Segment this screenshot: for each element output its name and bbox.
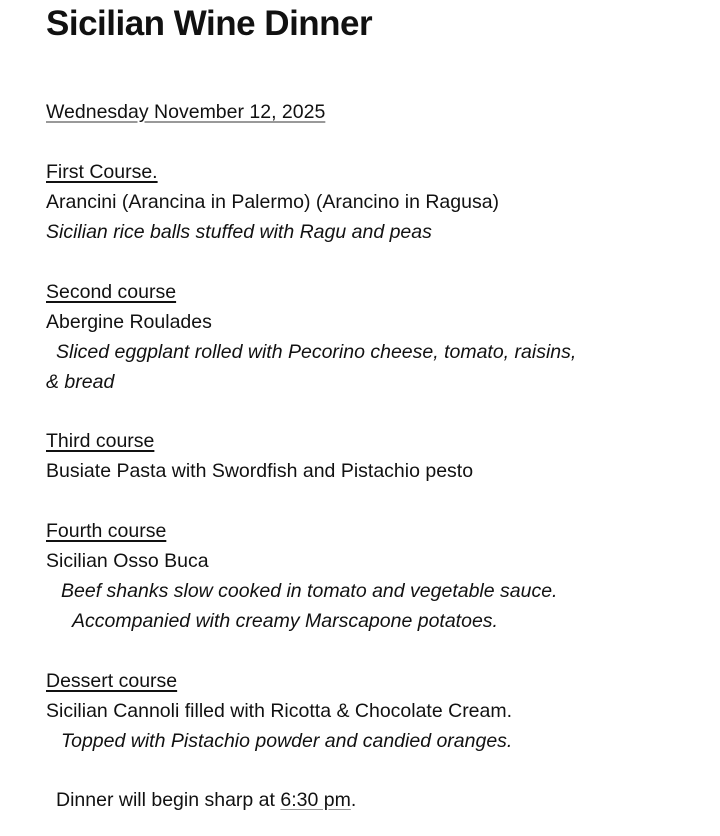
- course-heading-second: Second course: [46, 281, 177, 303]
- course-dish-fourth: Sicilian Osso Buca: [46, 550, 209, 572]
- course-dish-first: Arancini (Arancina in Palermo) (Arancino in Ragusa): [46, 191, 500, 213]
- course-description-second-line2: & bread: [46, 371, 115, 393]
- course-description-first: Sicilian rice balls stuffed with Ragu and peas: [46, 221, 432, 243]
- course-description-dessert: Topped with Pistachio powder and candied oranges.: [61, 730, 513, 752]
- start-time-note: [56, 788, 356, 812]
- course-dish-dessert: Sicilian Cannoli filled with Ricotta & Chocolate Cream.: [46, 700, 513, 722]
- page-title: Sicilian Wine Dinner: [46, 4, 373, 43]
- start-time-prefix: Dinner will begin sharp at: [56, 789, 281, 811]
- start-time: 6:30 pm: [280, 789, 351, 811]
- course-description-fourth-line2: Accompanied with creamy Marscapone potatoes.: [72, 610, 498, 632]
- course-description-fourth-line1: Beef shanks slow cooked in tomato and vegetable sauce.: [61, 580, 558, 602]
- course-description-second-line1: Sliced eggplant rolled with Pecorino cheese, tomato, raisins,: [56, 341, 577, 363]
- course-dish-second: Abergine Roulades: [46, 311, 212, 333]
- course-heading-dessert: Dessert course: [46, 670, 178, 692]
- course-heading-first: First Course.: [46, 161, 158, 183]
- start-time-suffix: .: [350, 789, 357, 811]
- course-dish-third: Busiate Pasta with Swordfish and Pistachio pesto: [46, 460, 474, 482]
- event-date: Wednesday November 12, 2025: [46, 101, 326, 123]
- course-heading-third: Third course: [46, 430, 155, 452]
- course-heading-fourth: Fourth course: [46, 520, 167, 542]
